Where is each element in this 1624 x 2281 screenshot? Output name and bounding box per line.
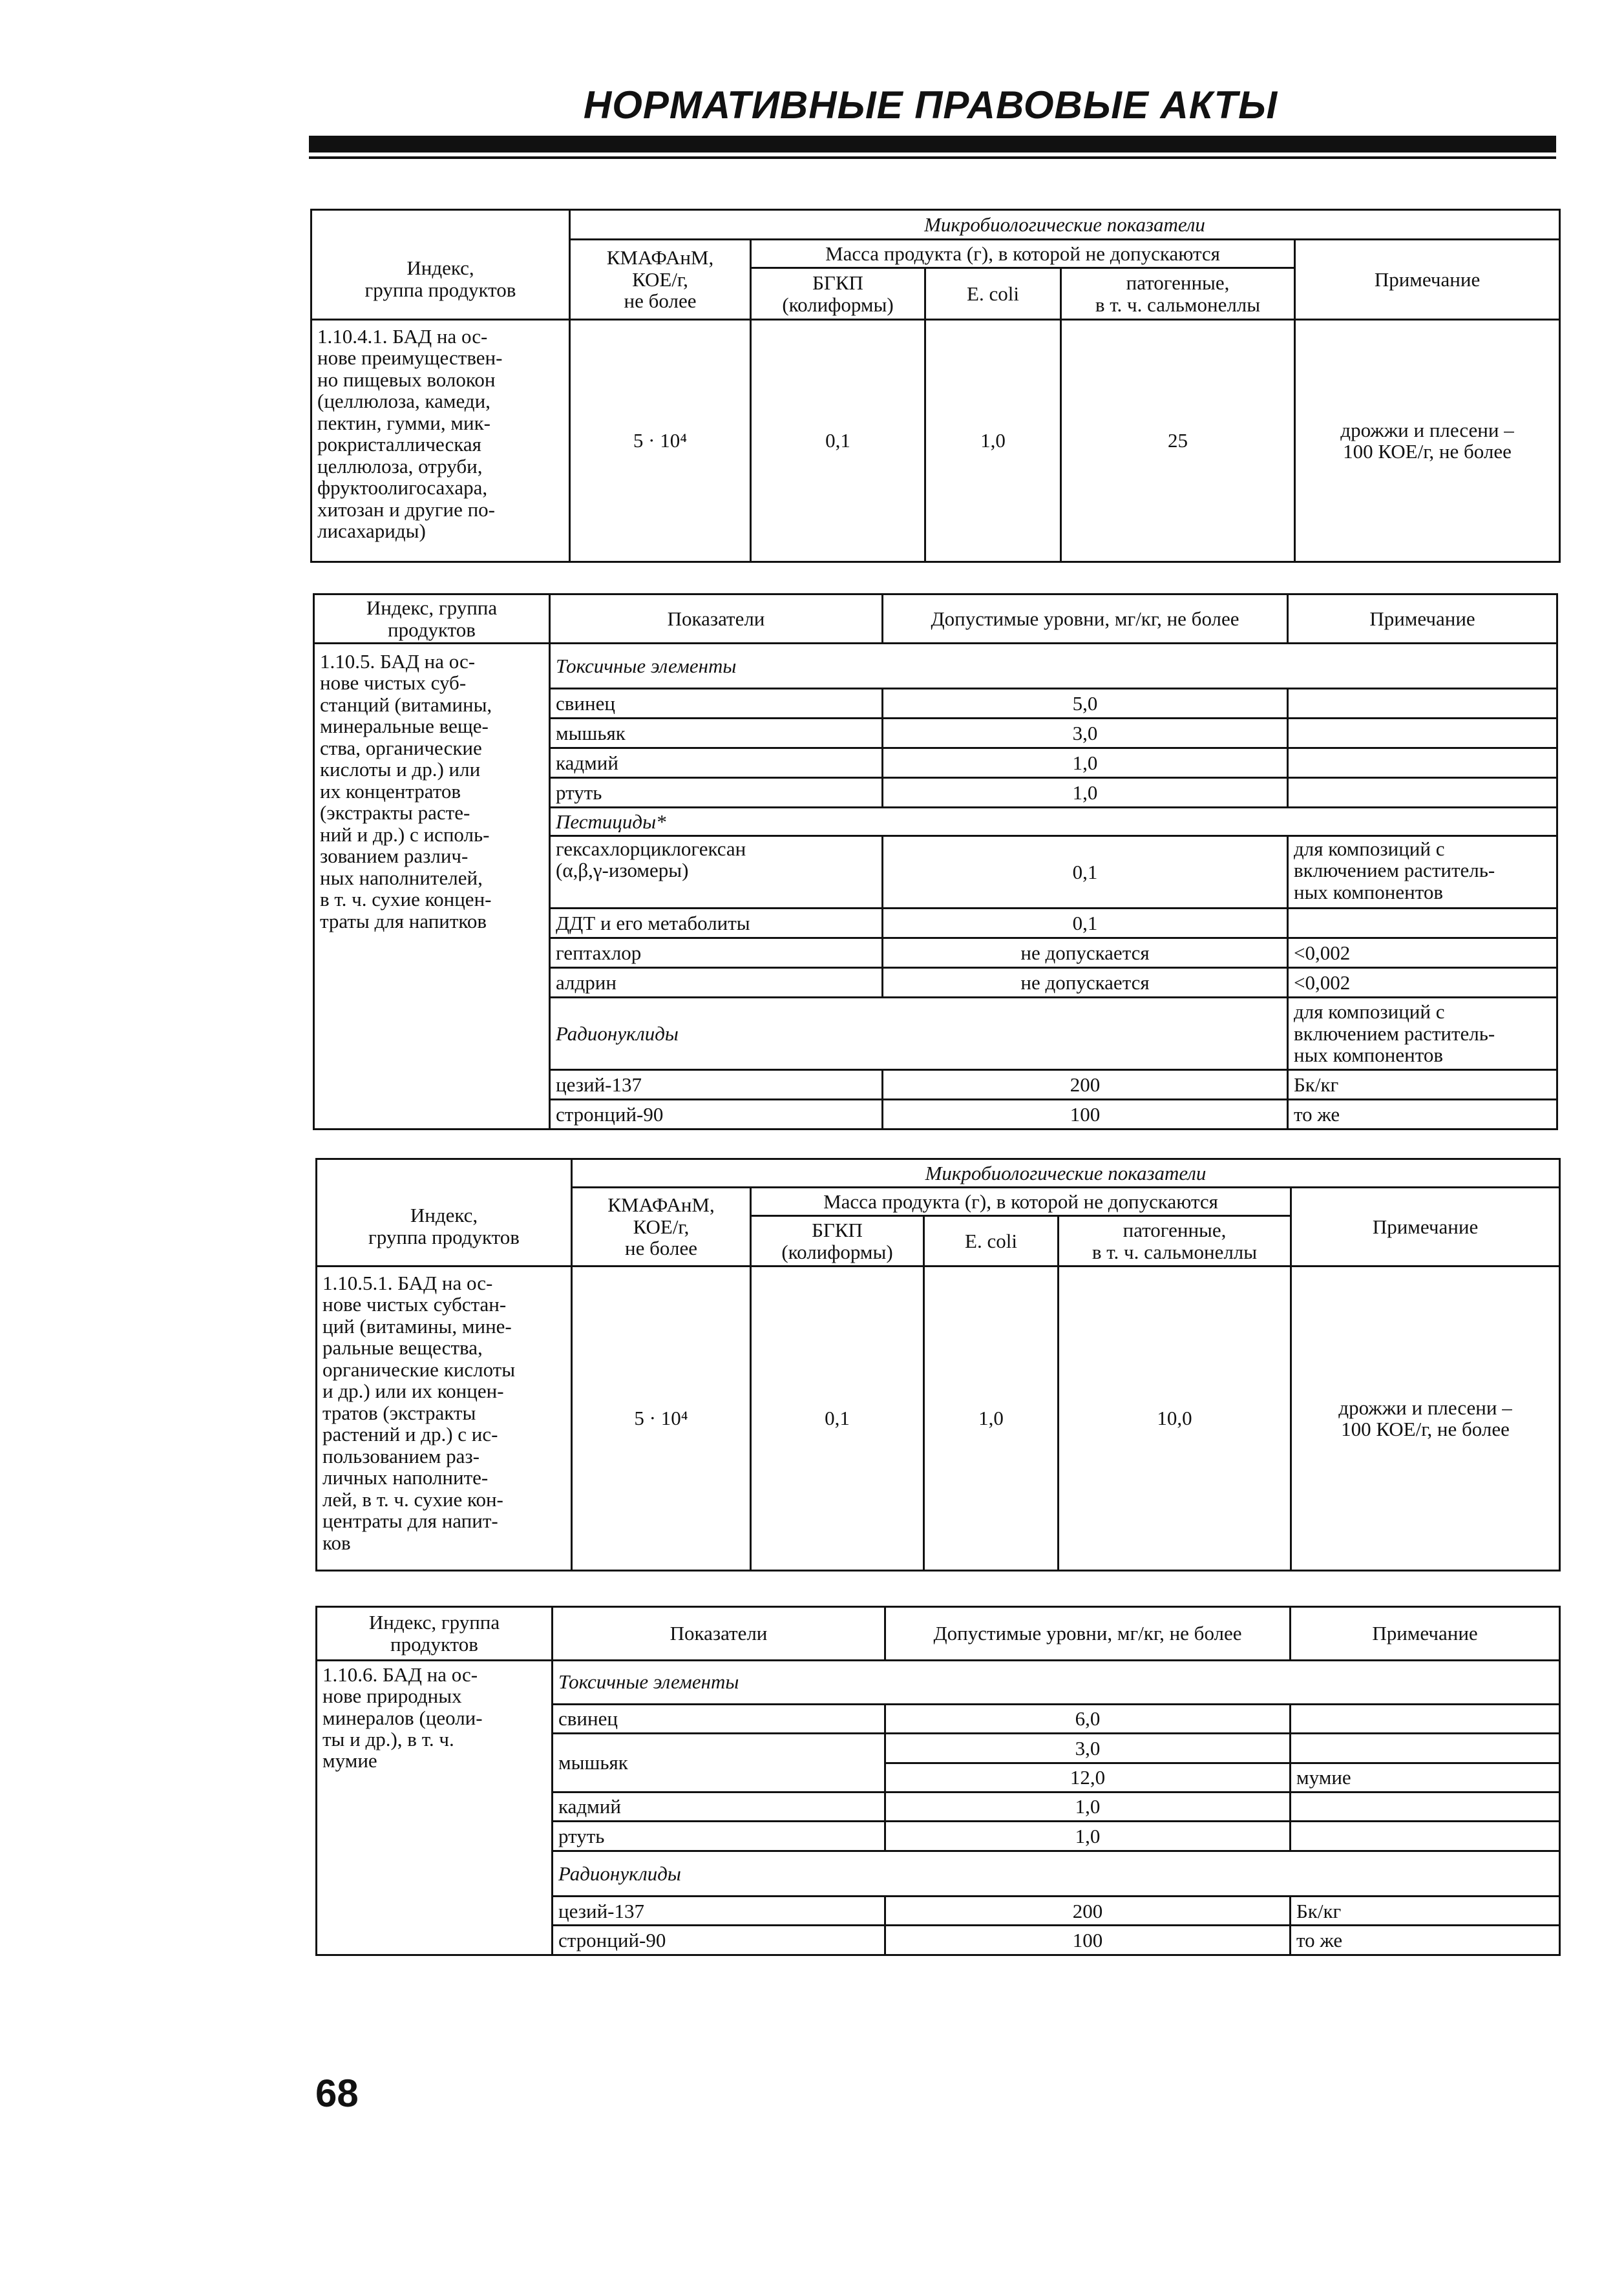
table2-strontium-value: 100 [883,1100,1288,1130]
table2-heptachlor: гептахлор [550,938,883,968]
page-number: 68 [315,2072,359,2115]
table3-kmafanm-header: КМАФАнМ, КОЕ/г, не более [572,1188,751,1267]
table3-mass-header: Масса продукта (г), в которой не допускаются [751,1188,1291,1216]
table4-arsenic-note-1 [1291,1734,1560,1763]
microbiology-table-1-10-5-1 [315,1158,1561,1571]
table4-lead: свинец [553,1704,885,1733]
table2-index-header: Индекс, группа продуктов [314,594,550,644]
table4-strontium-note: то же [1291,1926,1560,1955]
table3-bgkp-header: БГКП (колиформы) [751,1216,924,1267]
table2-heptachlor-note: <0,002 [1288,938,1557,968]
table2-strontium-note: то же [1288,1100,1557,1130]
table4-cadmium-value: 1,0 [885,1792,1291,1822]
table1-patho-header: патогенные, в т. ч. сальмонеллы [1061,268,1295,320]
table1-mass-header: Масса продукта (г), в которой не допускаются [751,240,1295,268]
table2-heptachlor-value: не допускается [883,938,1288,968]
table4-strontium: стронций-90 [553,1926,885,1955]
table1-row-kmafanm: 5 · 10⁴ [570,320,751,562]
table1-ecoli-header: E. coli [925,268,1061,320]
table1-row-bgkp: 0,1 [751,320,925,562]
table1-row-ecoli: 1,0 [925,320,1061,562]
table4-section-toxic: Токсичные элементы [553,1660,1560,1704]
table2-hch: гексахлорциклогексан (α,β,γ-изомеры) [550,836,883,909]
table4-cesium: цезий-137 [553,1897,885,1926]
contaminants-table-1-10-6 [315,1606,1561,1956]
table3-note-header: Примечание [1291,1188,1560,1267]
table2-cesium: цезий-137 [550,1070,883,1100]
table2-aldrin-note: <0,002 [1288,968,1557,998]
table4-lead-note [1291,1704,1560,1733]
table2-strontium: стронций-90 [550,1100,883,1130]
table4-section-radionuclides: Радионуклиды [553,1851,1560,1896]
table2-indicators-header: Показатели [550,594,883,644]
table4-mercury: ртуть [553,1822,885,1851]
table1-group-header: Микробиологические показатели [570,210,1560,240]
table4-note-header: Примечание [1291,1607,1560,1661]
microbiology-table-1-10-4-1 [310,209,1561,563]
table2-mercury: ртуть [550,778,883,808]
table4-indicators-header: Показатели [553,1607,885,1661]
table1-index-header: Индекс, группа продуктов [311,240,570,320]
table2-cadmium-value: 1,0 [883,748,1288,778]
table3-row-patho: 10,0 [1059,1267,1291,1571]
table3-row-kmafanm: 5 · 10⁴ [572,1267,751,1571]
table2-lead: свинец [550,689,883,719]
table2-cadmium-note [1288,748,1557,778]
table2-ddt-value: 0,1 [883,909,1288,938]
table2-radionuclides-note: для композиций с включением раститель- ных компонентов [1288,998,1557,1070]
table4-cadmium-note [1291,1792,1560,1822]
table2-arsenic-value: 3,0 [883,719,1288,748]
table2-section-radionuclides: Радионуклиды [550,998,1288,1070]
table1-note-header: Примечание [1295,240,1560,320]
table2-levels-header: Допустимые уровни, мг/кг, не более [883,594,1288,644]
table1-kmafanm-header: КМАФАнМ, КОЕ/г, не более [570,240,751,320]
table2-ddt-note [1288,909,1557,938]
table3-row-note: дрожжи и плесени – 100 КОЕ/г, не более [1291,1267,1560,1571]
table3-row-ecoli: 1,0 [924,1267,1059,1571]
table4-arsenic: мышьяк [553,1734,885,1792]
table4-strontium-value: 100 [885,1926,1291,1955]
header-rule-thin [309,156,1556,159]
table4-mercury-value: 1,0 [885,1822,1291,1851]
table3-row-bgkp: 0,1 [751,1267,924,1571]
table4-levels-header: Допустимые уровни, мг/кг, не более [885,1607,1291,1661]
table4-mercury-note [1291,1822,1560,1851]
table4-cadmium: кадмий [553,1792,885,1822]
table2-lead-note [1288,689,1557,719]
table3-group-header: Микробиологические показатели [572,1159,1560,1188]
table2-section-pesticides: Пестициды* [550,808,1557,836]
table3-index-header: Индекс, группа продуктов [317,1188,572,1267]
table3-patho-header: патогенные, в т. ч. сальмонеллы [1059,1216,1291,1267]
table4-lead-value: 6,0 [885,1704,1291,1733]
table2-hch-value: 0,1 [883,836,1288,909]
table4-index-header: Индекс, группа продуктов [317,1607,553,1661]
table4-index: 1.10.6. БАД на ос- нове природных минералов (цеоли- ты и др.), в т. ч. мумие [317,1660,553,1955]
table2-arsenic-note [1288,719,1557,748]
table2-mercury-value: 1,0 [883,778,1288,808]
page-header-title: НОРМАТИВНЫЕ ПРАВОВЫЕ АКТЫ [583,83,1278,127]
table2-aldrin: алдрин [550,968,883,998]
table4-cesium-note: Бк/кг [1291,1897,1560,1926]
table2-cadmium: кадмий [550,748,883,778]
table4-cesium-value: 200 [885,1897,1291,1926]
table2-cesium-value: 200 [883,1070,1288,1100]
table2-note-header: Примечание [1288,594,1557,644]
table1-row-patho: 25 [1061,320,1295,562]
table2-hch-note: для композиций с включением раститель- ных компонентов [1288,836,1557,909]
table2-lead-value: 5,0 [883,689,1288,719]
table3-ecoli-header: E. coli [924,1216,1059,1267]
contaminants-table-1-10-5 [313,593,1558,1130]
table2-aldrin-value: не допускается [883,968,1288,998]
table1-bgkp-header: БГКП (колиформы) [751,268,925,320]
table2-cesium-note: Бк/кг [1288,1070,1557,1100]
table4-arsenic-value-1: 3,0 [885,1734,1291,1763]
table2-ddt: ДДТ и его метаболиты [550,909,883,938]
table3-row-index: 1.10.5.1. БАД на ос- нове чистых субстан- ций (витамины, мине- ральные вещества, органические кислоты и др.) или их концен- тратов (экстракты растений и др.) с ис- пользованием раз- личных наполните- лей, в т. ч. сухие кон- центраты для напит- ков [317,1267,572,1571]
header-rule-thick [309,136,1556,152]
table2-index: 1.10.5. БАД на ос- нове чистых суб- станций (витамины, минеральные веще- ства, органические кислоты и др.) или их концентратов (экстракты расте- ний и др.) с исполь- зованием различ- ных наполнителей, в т. ч. сухие концен- траты для напитков [314,644,550,1130]
table4-arsenic-value-2: 12,0 [885,1763,1291,1792]
table1-row-index: 1.10.4.1. БАД на ос- нове преимуществен- но пищевых волокон (целлюлоза, камеди, пектин, гумми, мик- рокристаллическая целлюлоза, отруби, фруктоолигосахара, хитозан и другие по- лисахариды) [311,320,570,562]
table2-section-toxic: Токсичные элементы [550,644,1557,689]
table2-arsenic: мышьяк [550,719,883,748]
table4-arsenic-note-2: мумие [1291,1763,1560,1792]
table1-row-note: дрожжи и плесени – 100 КОЕ/г, не более [1295,320,1560,562]
table2-mercury-note [1288,778,1557,808]
